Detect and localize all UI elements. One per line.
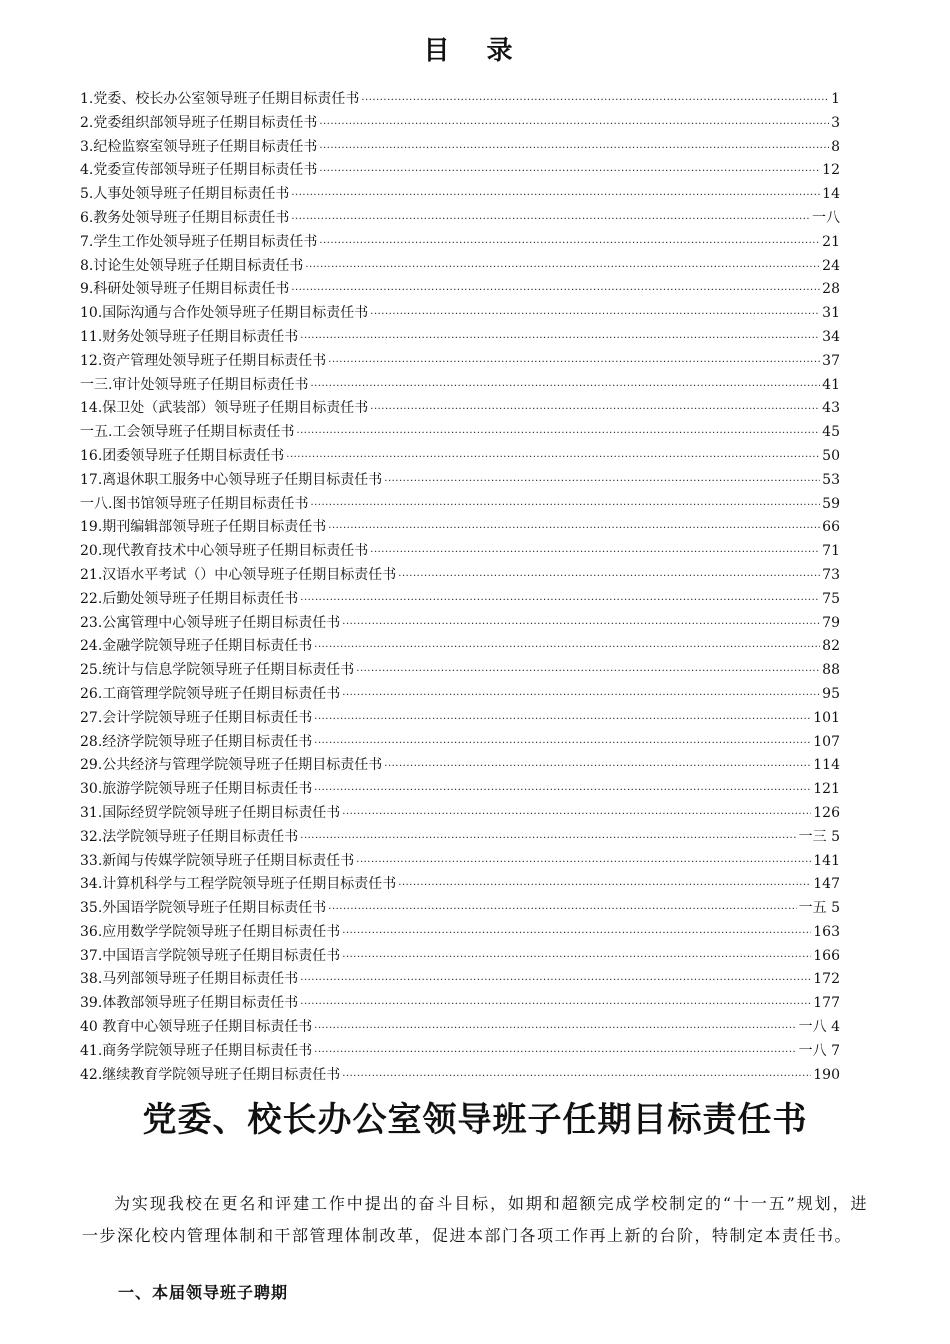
toc-entry[interactable]	[80, 754, 840, 778]
toc-entry[interactable]	[80, 469, 840, 493]
toc-entry[interactable]	[80, 826, 840, 850]
toc-dot-leader	[356, 851, 811, 875]
toc-dot-leader	[291, 184, 820, 208]
toc-dot-leader	[342, 684, 820, 708]
toc-entry-label: 16.团委领导班子任期目标责任书	[80, 447, 285, 464]
toc-entry-page: 114	[813, 757, 840, 774]
toc-entry-page: 一五 5	[798, 900, 840, 917]
toc-dot-leader	[384, 470, 820, 494]
toc-dot-leader	[398, 565, 820, 589]
toc-entry[interactable]	[80, 1016, 840, 1040]
toc-entry[interactable]	[80, 350, 840, 374]
toc-entry-page: 一八 7	[798, 1042, 840, 1059]
toc-dot-leader	[356, 660, 820, 684]
toc-entry[interactable]	[80, 873, 840, 897]
toc-dot-leader	[370, 303, 820, 327]
toc-entry-label: 21.汉语水平考试（）中心领导班子任期目标责任书	[80, 566, 397, 583]
toc-entry-page: 一八	[812, 209, 840, 226]
toc-entry-page: 59	[822, 495, 840, 512]
toc-entry-page: 107	[813, 733, 840, 750]
toc-entry[interactable]	[80, 1064, 840, 1088]
toc-entry-page: 34	[822, 328, 840, 345]
table-of-contents	[80, 88, 840, 1087]
toc-entry[interactable]	[80, 564, 840, 588]
toc-entry-label: 35.外国语学院领导班子任期目标责任书	[80, 900, 327, 917]
toc-entry[interactable]	[80, 850, 840, 874]
toc-entry[interactable]	[80, 136, 840, 160]
toc-entry-page: 8	[831, 138, 840, 155]
toc-entry-label: 10.国际沟通与合作处领导班子任期目标责任书	[80, 305, 369, 322]
toc-entry-label: 25.统计与信息学院领导班子任期目标责任书	[80, 662, 355, 679]
toc-entry[interactable]	[80, 207, 840, 231]
toc-entry[interactable]	[80, 302, 840, 326]
toc-entry-page: 41	[822, 376, 840, 393]
toc-dot-leader	[328, 898, 796, 922]
toc-entry-label: 29.公共经济与管理学院领导班子任期目标责任书	[80, 757, 383, 774]
toc-entry[interactable]	[80, 635, 840, 659]
toc-entry[interactable]	[80, 612, 840, 636]
toc-entry-page: 172	[813, 971, 840, 988]
toc-dot-leader	[398, 874, 811, 898]
toc-entry-label: 9.科研处领导班子任期目标责任书	[80, 281, 290, 298]
toc-dot-leader	[305, 256, 820, 280]
toc-entry[interactable]	[80, 897, 840, 921]
toc-dot-leader	[342, 946, 811, 970]
section-heading: 一、本届领导班子聘期	[118, 1283, 289, 1302]
toc-entry-page: 66	[822, 519, 840, 536]
toc-entry[interactable]	[80, 707, 840, 731]
toc-dot-leader	[342, 613, 820, 637]
toc-entry-label: 39.体教部领导班子任期目标责任书	[80, 995, 299, 1012]
document-title: 党委、校长办公室领导班子任期目标责任书	[142, 1100, 808, 1140]
toc-entry[interactable]	[80, 183, 840, 207]
toc-entry-page: 141	[813, 852, 840, 869]
toc-dot-leader	[384, 755, 811, 779]
toc-entry[interactable]	[80, 588, 840, 612]
toc-entry[interactable]	[80, 778, 840, 802]
toc-entry-label: 19.期刊编辑部领导班子任期目标责任书	[80, 519, 327, 536]
toc-entry-label: 37.中国语言学院领导班子任期目标责任书	[80, 947, 341, 964]
toc-entry-label: 6.教务处领导班子任期目标责任书	[80, 209, 290, 226]
toc-entry-page: 45	[822, 424, 840, 441]
toc-dot-leader	[370, 398, 820, 422]
toc-entry[interactable]	[80, 231, 840, 255]
toc-entry-label: 17.离退休职工服务中心领导班子任期目标责任书	[80, 471, 383, 488]
toc-entry-page: 3	[831, 114, 840, 131]
toc-entry-label: 40 教育中心领导班子任期目标责任书	[80, 1019, 313, 1036]
toc-entry[interactable]	[80, 683, 840, 707]
toc-dot-leader	[300, 589, 820, 613]
toc-dot-leader	[314, 732, 811, 756]
toc-dot-leader	[342, 1065, 811, 1089]
toc-entry-page: 75	[822, 590, 840, 607]
toc-entry-label: 一八.图书馆领导班子任期目标责任书	[80, 495, 309, 512]
toc-dot-leader	[342, 922, 811, 946]
toc-dot-leader	[314, 708, 811, 732]
toc-entry-label: 8.讨论生处领导班子任期目标责任书	[80, 257, 304, 274]
toc-dot-leader	[300, 327, 820, 351]
toc-entry-page: 88	[822, 662, 840, 679]
toc-dot-leader	[319, 137, 829, 161]
toc-entry-page: 28	[822, 281, 840, 298]
toc-entry[interactable]	[80, 278, 840, 302]
toc-dot-leader	[300, 827, 796, 851]
toc-entry-label: 14.保卫处（武装部）领导班子任期目标责任书	[80, 400, 369, 417]
toc-dot-leader	[328, 517, 820, 541]
toc-entry-label: 41.商务学院领导班子任期目标责任书	[80, 1042, 313, 1059]
toc-entry[interactable]	[80, 945, 840, 969]
toc-entry[interactable]	[80, 802, 840, 826]
toc-entry[interactable]	[80, 659, 840, 683]
toc-dot-leader	[319, 232, 820, 256]
toc-dot-leader	[300, 993, 811, 1017]
toc-entry-label: 27.会计学院领导班子任期目标责任书	[80, 709, 313, 726]
toc-entry-label: 36.应用数学学院领导班子任期目标责任书	[80, 923, 341, 940]
toc-entry-page: 12	[822, 162, 840, 179]
toc-dot-leader	[314, 779, 811, 803]
toc-dot-leader	[300, 969, 811, 993]
toc-entry[interactable]	[80, 731, 840, 755]
toc-entry-page: 一三 5	[798, 828, 840, 845]
toc-entry[interactable]	[80, 421, 840, 445]
toc-dot-leader	[319, 160, 820, 184]
toc-entry[interactable]	[80, 112, 840, 136]
toc-entry-page: 21	[822, 233, 840, 250]
toc-entry-label: 一三.审计处领导班子任期目标责任书	[80, 376, 309, 393]
toc-entry[interactable]	[80, 255, 840, 279]
toc-entry-label: 32.法学院领导班子任期目标责任书	[80, 828, 299, 845]
toc-entry-page: 43	[822, 400, 840, 417]
toc-entry-page: 53	[822, 471, 840, 488]
toc-entry-label: 42.继续教育学院领导班子任期目标责任书	[80, 1066, 341, 1083]
toc-dot-leader	[370, 541, 820, 565]
toc-dot-leader	[310, 494, 820, 518]
toc-entry-page: 37	[822, 352, 840, 369]
toc-entry-label: 7.学生工作处领导班子任期目标责任书	[80, 233, 318, 250]
toc-entry-page: 50	[822, 447, 840, 464]
toc-entry[interactable]	[80, 397, 840, 421]
toc-entry[interactable]	[80, 374, 840, 398]
toc-entry-label: 5.人事处领导班子任期目标责任书	[80, 186, 290, 203]
toc-entry[interactable]	[80, 540, 840, 564]
toc-dot-leader	[361, 89, 829, 113]
toc-entry-label: 3.纪检监察室领导班子任期目标责任书	[80, 138, 318, 155]
toc-dot-leader	[319, 113, 829, 137]
intro-paragraph: 为实现我校在更名和评建工作中提出的奋斗目标，如期和超额完成学校制定的“十一五”规划，进一步深化校内管理体制和干部管理体制改革，促进本部门各项工作再上新的台阶，特制定本责任书。	[82, 1194, 868, 1245]
toc-entry-page: 71	[822, 543, 840, 560]
toc-entry-label: 22.后勤处领导班子任期目标责任书	[80, 590, 299, 607]
toc-entry-label: 1.党委、校长办公室领导班子任期目标责任书	[80, 91, 360, 107]
toc-entry-page: 31	[822, 305, 840, 322]
toc-dot-leader	[291, 279, 820, 303]
toc-dot-leader	[296, 422, 820, 446]
toc-entry-page: 14	[822, 186, 840, 203]
toc-entry-label: 12.资产管理处领导班子任期目标责任书	[80, 352, 327, 369]
toc-entry-page: 101	[813, 709, 840, 726]
toc-entry[interactable]	[80, 1040, 840, 1064]
toc-entry[interactable]	[80, 493, 840, 517]
toc-entry-page: 95	[822, 685, 840, 702]
toc-entry-label: 38.马列部领导班子任期目标责任书	[80, 971, 299, 988]
toc-entry-page: 一八 4	[798, 1019, 840, 1036]
toc-entry[interactable]	[80, 445, 840, 469]
toc-entry-page: 126	[813, 804, 840, 821]
toc-dot-leader	[310, 375, 820, 399]
toc-entry-page: 24	[822, 257, 840, 274]
toc-entry-page: 79	[822, 614, 840, 631]
toc-entry-label: 11.财务处领导班子任期目标责任书	[80, 328, 299, 345]
toc-entry-label: 一五.工会领导班子任期目标责任书	[80, 424, 295, 441]
toc-entry-label: 28.经济学院领导班子任期目标责任书	[80, 733, 313, 750]
toc-dot-leader	[314, 1017, 796, 1041]
toc-entry[interactable]	[80, 159, 840, 183]
toc-dot-leader	[291, 208, 810, 232]
toc-entry-page: 1	[831, 91, 840, 107]
toc-entry-page: 147	[813, 876, 840, 893]
toc-entry-label: 2.党委组织部领导班子任期目标责任书	[80, 114, 318, 131]
toc-entry[interactable]	[80, 516, 840, 540]
toc-entry-label: 24.金融学院领导班子任期目标责任书	[80, 638, 313, 655]
toc-dot-leader	[342, 803, 811, 827]
toc-entry-page: 121	[813, 781, 840, 798]
toc-entry-label: 34.计算机科学与工程学院领导班子任期目标责任书	[80, 876, 397, 893]
toc-entry-page: 163	[813, 923, 840, 940]
toc-entry-page: 82	[822, 638, 840, 655]
toc-entry-label: 23.公寓管理中心领导班子任期目标责任书	[80, 614, 341, 631]
toc-dot-leader	[286, 446, 820, 470]
toc-entry[interactable]	[80, 968, 840, 992]
toc-entry[interactable]	[80, 326, 840, 350]
toc-entry-page: 177	[813, 995, 840, 1012]
toc-dot-leader	[314, 636, 820, 660]
toc-title: 目 录	[423, 36, 527, 66]
toc-dot-leader	[328, 351, 820, 375]
toc-entry[interactable]	[80, 992, 840, 1016]
toc-entry-page: 190	[813, 1066, 840, 1083]
toc-entry[interactable]	[80, 921, 840, 945]
toc-entry-page: 73	[822, 566, 840, 583]
toc-entry-label: 20.现代教育技术中心领导班子任期目标责任书	[80, 543, 369, 560]
toc-entry-label: 26.工商管理学院领导班子任期目标责任书	[80, 685, 341, 702]
toc-entry-label: 30.旅游学院领导班子任期目标责任书	[80, 781, 313, 798]
toc-entry-page: 166	[813, 947, 840, 964]
toc-entry[interactable]	[80, 88, 840, 112]
toc-entry-label: 31.国际经贸学院领导班子任期目标责任书	[80, 804, 341, 821]
toc-entry-label: 4.党委宣传部领导班子任期目标责任书	[80, 162, 318, 179]
toc-entry-label: 33.新闻与传媒学院领导班子任期目标责任书	[80, 852, 355, 869]
toc-dot-leader	[314, 1041, 796, 1065]
